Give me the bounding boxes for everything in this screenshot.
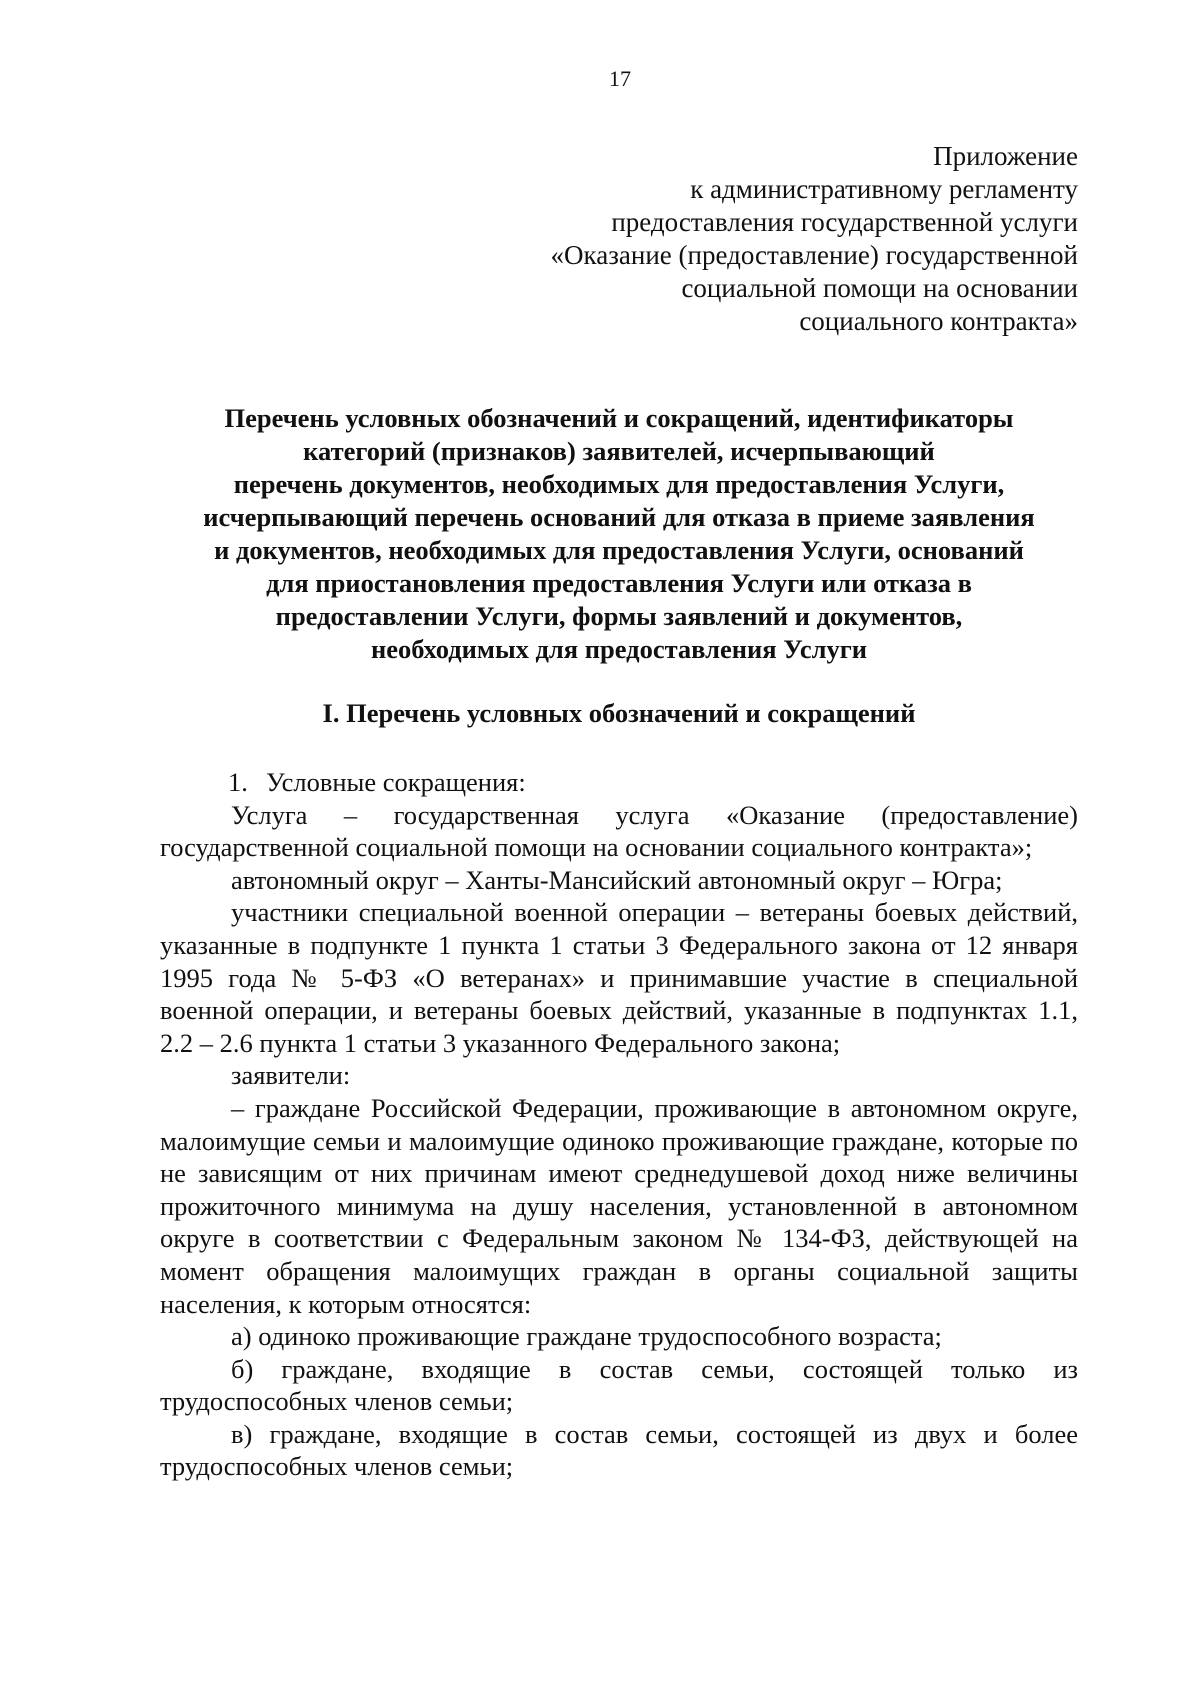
title-line: категорий (признаков) заявителей, исчерпывающий bbox=[303, 436, 935, 466]
title-line: и документов, необходимых для предоставления Услуги, оснований bbox=[214, 535, 1024, 565]
paragraph-okrug: автономный округ – Ханты-Мансийский автономный округ – Югра; bbox=[231, 864, 1003, 895]
title-line: необходимых для предоставления Услуги bbox=[370, 634, 868, 664]
document-title bbox=[130, 402, 1108, 666]
title-line: предоставлении Услуги, формы заявлений и документов, bbox=[275, 601, 963, 631]
appendix-line: предоставления государственной услуги bbox=[611, 207, 1078, 237]
appendix-line: социальной помощи на основании bbox=[681, 273, 1078, 303]
title-line: исчерпывающий перечень оснований для отказа в приеме заявления bbox=[203, 502, 1035, 532]
document-body bbox=[160, 766, 1078, 1483]
list-item-b: б) граждане, входящие в состав семьи, состоящей только из трудоспособных членов семьи; bbox=[160, 1353, 1078, 1417]
title-line: для приостановления предоставления Услуги или отказа в bbox=[266, 568, 972, 598]
paragraph-usluga: Услуга – государственная услуга «Оказание (предоставление) государственной социальной помощи на основании социального контракта»; bbox=[160, 799, 1078, 863]
item-number: 1. bbox=[228, 767, 248, 797]
list-item-a: а) одиноко проживающие граждане трудоспособного возраста; bbox=[231, 1321, 942, 1352]
item-text: Условные сокращения: bbox=[266, 767, 526, 797]
section-title: I. Перечень условных обозначений и сокращений bbox=[322, 698, 916, 728]
appendix-header bbox=[551, 140, 1078, 338]
page-number: 17 bbox=[609, 66, 631, 91]
list-item-v: в) граждане, входящие в состав семьи, состоящей из двух и более трудоспособных членов семьи; bbox=[160, 1418, 1078, 1482]
paragraph-svo: участники специальной военной операции – ветераны боевых действий, указанные в подпункте 1 пункта 1 статьи 3 Федерального закона от 12 января 1995 года № 5-ФЗ «О ветеранах» и принимавшие участие в специальной военной операции, и ветераны боевых действий, указанные в подпунктах 1.1, 2.2 – 2.6 пункта 1 статьи 3 указанного Федерального закона; bbox=[160, 897, 1078, 1058]
appendix-line: Приложение bbox=[933, 141, 1078, 171]
paragraph-grazhdane: – граждане Российской Федерации, проживающие в автономном округе, малоимущие семьи и малоимущие одиноко проживающие граждане, которые по не зависящим от них причинам имеют среднедушевой доход ниже величины прожиточного минимума на душу населения, установленной в автономном округе в соответствии с Федеральным законом № 134-ФЗ, действующей на момент обращения малоимущих граждан в органы социальной защиты населения, к которым относятся: bbox=[160, 1092, 1078, 1319]
appendix-line: «Оказание (предоставление) государственной bbox=[550, 240, 1078, 270]
appendix-line: к административному регламенту bbox=[690, 174, 1078, 204]
appendix-line: социального контракта» bbox=[799, 306, 1078, 336]
title-line: Перечень условных обозначений и сокращений, идентификаторы bbox=[224, 403, 1014, 433]
title-line: перечень документов, необходимых для предоставления Услуги, bbox=[233, 469, 1005, 499]
paragraph-zayaviteli: заявители: bbox=[231, 1060, 351, 1091]
numbered-item bbox=[160, 766, 1078, 799]
